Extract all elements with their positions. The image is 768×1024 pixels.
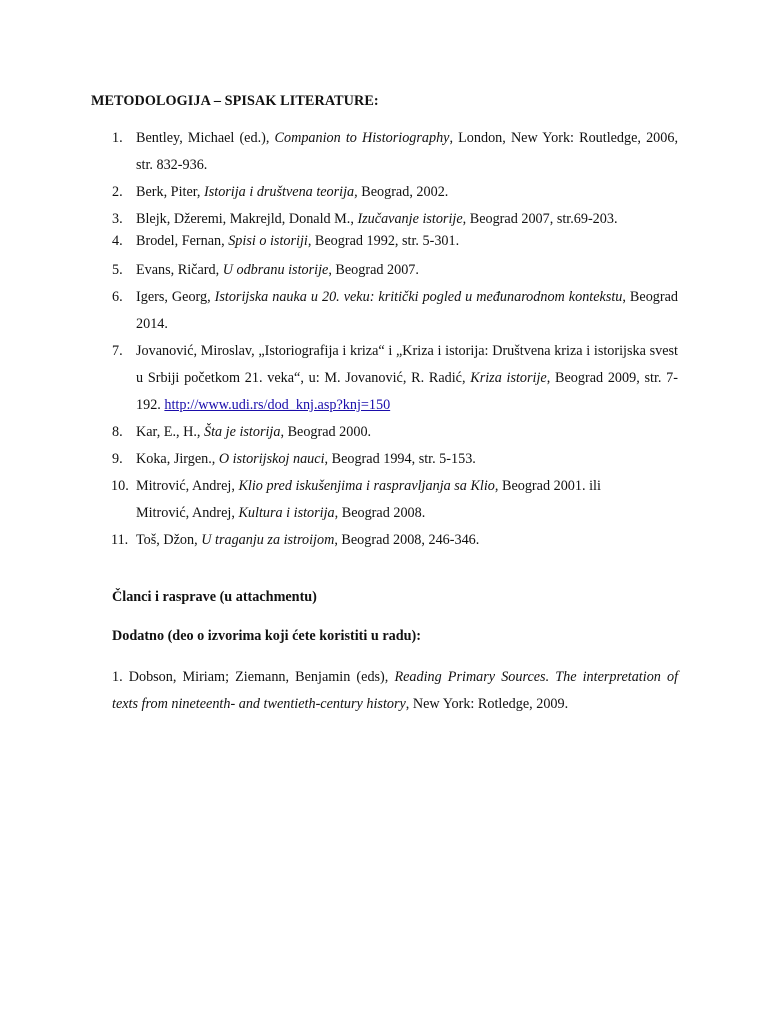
item-number: 6. — [112, 289, 123, 305]
item-text: Toš, Džon, — [136, 532, 202, 548]
list-item — [112, 125, 678, 179]
additional-heading: Dodatno (deo o izvorima koji ćete koristiti u radu): — [112, 628, 421, 644]
list-item — [112, 446, 678, 473]
item-title: Klio pred iskušenjima i raspravljanja sa Klio — [238, 478, 495, 494]
item-title: Reading Primary Sources. The interpretation of texts from nineteenth- and twentieth-century history — [112, 669, 679, 712]
item-text: , Beograd 2009, str. 7-192. — [136, 370, 678, 413]
list-item — [112, 473, 678, 527]
item-text: Brodel, Fernan, — [136, 233, 229, 249]
item-number: 10. — [111, 478, 129, 494]
item-number: 3. — [112, 211, 123, 227]
item-text: , Beograd 2008, 246-346. — [334, 532, 480, 548]
item-number: 2. — [112, 184, 123, 200]
item-number: 8. — [112, 424, 123, 440]
item-text: 1. Dobson, Miriam; Ziemann, Benjamin (eds), — [112, 669, 395, 685]
additional-reference — [112, 664, 678, 718]
item-title: Izučavanje istorije — [357, 211, 463, 227]
item-text: Igers, Georg, — [136, 289, 215, 305]
item-number: 5. — [112, 262, 123, 278]
document-heading: METODOLOGIJA – SPISAK LITERATURE: — [91, 93, 379, 109]
item-text: Evans, Ričard, — [136, 262, 223, 278]
item-text: Mitrović, Andrej, — [136, 478, 239, 494]
item-text: , Beograd 2008. — [334, 505, 426, 521]
item-number: 1. — [112, 130, 123, 146]
list-item — [112, 338, 678, 419]
list-item — [112, 230, 678, 252]
item-number: 11. — [111, 532, 129, 548]
item-text: Bentley, Michael (ed.), — [136, 130, 275, 146]
item-text: , Beograd 2001. ili — [494, 478, 601, 494]
item-title: Kultura i istorija — [238, 505, 335, 521]
list-item — [112, 257, 678, 284]
item-text: Mitrović, Andrej, — [136, 505, 239, 521]
item-text: , Beograd 1994, str. 5-153. — [324, 451, 476, 467]
item-title: Istorija i društvena teorija — [204, 184, 355, 200]
articles-heading: Članci i rasprave (u attachmentu) — [112, 589, 317, 605]
item-text: , London, New York: Routledge, 2006, str. 832-936. — [136, 130, 678, 173]
item-number: 4. — [112, 233, 123, 249]
item-text: Koka, Jirgen., — [136, 451, 219, 467]
item-text: Jovanović, Miroslav, „Istoriografija i kriza“ i „Kriza i istorija: Društvena kriza i istorijska svest u Srbiji početkom 21. veka“, u: M. Jovanović, R. Radić, — [136, 343, 678, 386]
udi-link[interactable]: http://www.udi.rs/dod_knj.asp?knj=150 — [164, 397, 391, 413]
list-item — [112, 527, 678, 554]
item-title: U traganju za istroijom — [201, 532, 335, 548]
item-number: 9. — [112, 451, 123, 467]
list-item — [112, 284, 678, 338]
reference-list — [112, 125, 678, 554]
item-text: , Beograd 2007, str.69-203. — [462, 211, 618, 227]
list-item — [112, 208, 678, 230]
item-text: , Beograd 2014. — [136, 289, 678, 332]
list-item — [112, 419, 678, 446]
item-title: Istorijska nauka u 20. veku: kritički pogled u međunarodnom kontekstu — [214, 289, 623, 305]
item-title: U odbranu istorije — [222, 262, 329, 278]
item-text: Kar, E., H., — [136, 424, 204, 440]
item-text: , Beograd 2000. — [280, 424, 372, 440]
item-text: Berk, Piter, — [136, 184, 204, 200]
item-title: O istorijskoj nauci — [218, 451, 325, 467]
item-title: Šta je istorija — [204, 424, 281, 440]
list-item — [112, 179, 678, 206]
item-text: , Beograd 2007. — [328, 262, 419, 278]
item-number: 7. — [112, 343, 123, 359]
item-title: Companion to Historiography — [274, 130, 450, 146]
item-text: Blejk, Džeremi, Makrejld, Donald M., — [136, 211, 358, 227]
item-text: , Beograd, 2002. — [354, 184, 449, 200]
item-text: , New York: Rotledge, 2009. — [405, 696, 569, 712]
item-title: Kriza istorije — [470, 370, 547, 386]
item-title: Spisi o istoriji — [228, 233, 308, 249]
item-text: , Beograd 1992, str. 5-301. — [307, 233, 460, 249]
